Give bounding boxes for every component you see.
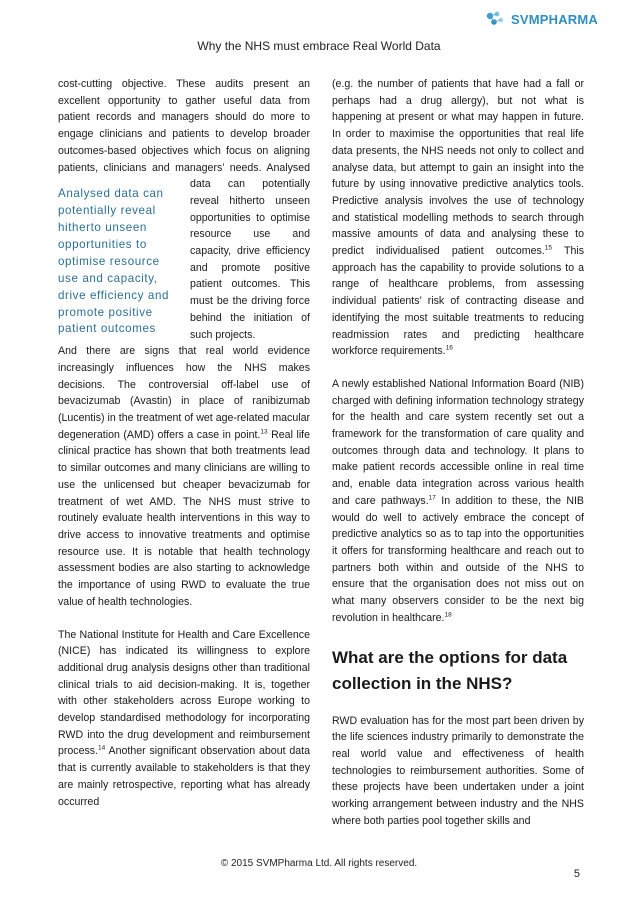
molecule-logo-icon bbox=[485, 10, 507, 28]
footnote-ref: 13 bbox=[260, 428, 268, 436]
paragraph-text: This approach has the capability to provide solutions to a range of healthcare problems, from assessing individual patients’ risk of contracting disease and identifying the most suitable treatments to reducing readmission rates and predicting healthcare workforce requirements. bbox=[332, 245, 584, 358]
paragraph-avastin bbox=[58, 343, 310, 610]
pull-quote-text: Analysed data can potentially reveal hitherto unseen opportunities to optimise resource use and capacity, drive efficiency and promote positive patient outcomes bbox=[58, 187, 170, 336]
footnote-ref: 17 bbox=[428, 494, 436, 502]
paragraph-intro-start bbox=[58, 76, 310, 343]
paragraph-text: A newly established National Information Board (NIB) charged with defining information technology strategy for the health and care system recently set out a framework for the transformation of care quality and outcomes through data and technology. It plans to make patient records accessible online in real time and, enable data integration across various health and care pathways. bbox=[332, 377, 584, 507]
left-column bbox=[58, 76, 310, 810]
section-heading: What are the options for data collection in the NHS? bbox=[332, 647, 568, 693]
right-column bbox=[332, 76, 584, 829]
paragraph-text: And there are signs that real world evidence increasingly influences how the NHS makes decisions. The controversial off-label use of bevacizumab (Avastin) in place of ranibizumab (Lucentis) in the treatment of wet age-related macular degeneration (AMD) offers a case in point. bbox=[58, 345, 310, 441]
company-logo bbox=[485, 10, 598, 28]
paragraph-text: cost-cutting objective. These audits present an excellent opportunity to gather useful data from patient records and managers should do more to engage clinicians and patients to develop broader outcomes-based objectives which focus on aligning patients, clinicians and managers’ bbox=[58, 78, 310, 174]
paragraph-text: Another significant observation about data that is currently available to stakeholders is that they are mainly retrospective, reporting what has already occurred bbox=[58, 745, 310, 808]
page-number: 5 bbox=[573, 868, 580, 880]
footer-copyright: © 2015 SVMPharma Ltd. All rights reserved. bbox=[220, 858, 418, 869]
paragraph-text: In addition to these, the NIB would do well to actively embrace the concept of predictive analytics so as to tap into the opportunities it offers for transforming healthcare and reach out to partners both within and outside of the NHS to ensure that the organisation does not miss out on what many observers consider to be the next big revolution in healthcare. bbox=[332, 494, 584, 624]
pull-quote bbox=[58, 186, 176, 338]
intro-block bbox=[58, 76, 310, 343]
logo-text: SVMPHARMA bbox=[510, 11, 598, 27]
paragraph-text: needs. Analysed data can potentially reveal hitherto unseen opportunities to optimise resource use and capacity, drive efficiency and promote positive patient outcomes. This must be the driving force behind the initiation of such projects. bbox=[190, 161, 311, 341]
footnote-ref: 18 bbox=[444, 611, 452, 619]
paragraph-text: Real life clinical practice has shown that both treatments lead to similar outcomes and many clinicians are willing to use the unlicensed but cheaper bevacizumab for treatment of wet AMD. The NHS must strive to routinely evaluate health interventions in this way to drive access to innovative treatments and optimise resource use. It is notable that health technology assessment bodies are also starting to acknowledge the importance of using RWD to evaluate the true value of health technologies. bbox=[58, 428, 311, 608]
paragraph-text: (e.g. the number of patients that have had a fall or perhaps had a drug allergy), but not what is happening at present or what may happen in future. In order to maximise the opportunities that real life data presents, the NHS needs not only to collect and analyse data, but attempt to gain an insight into the future by using innovative predictive analytics tools. Predictive analysis involves the use of technology and statistical modelling methods to search through massive amounts of data and analysing these to predict individualised patient outcomes. bbox=[332, 78, 584, 258]
page-header-title: Why the NHS must embrace Real World Data bbox=[197, 39, 441, 53]
footnote-ref: 14 bbox=[98, 744, 106, 752]
paragraph-nib bbox=[332, 376, 584, 627]
paragraph-predictive bbox=[332, 76, 584, 360]
paragraph-text: The National Institute for Health and Care Excellence (NICE) has indicated its willingness to explore additional drug analysis designs other than traditional clinical trials to aid decision-making. It is, together with other stakeholders across Europe working to develop standardised methodology for incorporating RWD into the drug development and reimbursement process. bbox=[58, 628, 310, 758]
paragraph-nice bbox=[58, 627, 310, 811]
footnote-ref: 15 bbox=[544, 244, 552, 252]
paragraph-rwd-evaluation: RWD evaluation has for the most part been driven by the life sciences industry primarily to demonstrate the real world value and effectiveness of health technologies to reimbursement authorities. Some of these projects have been undertaken under a joint working arrangement between industry and the NHS where both parties pool together skills and bbox=[332, 714, 584, 827]
footnote-ref: 16 bbox=[445, 344, 453, 352]
